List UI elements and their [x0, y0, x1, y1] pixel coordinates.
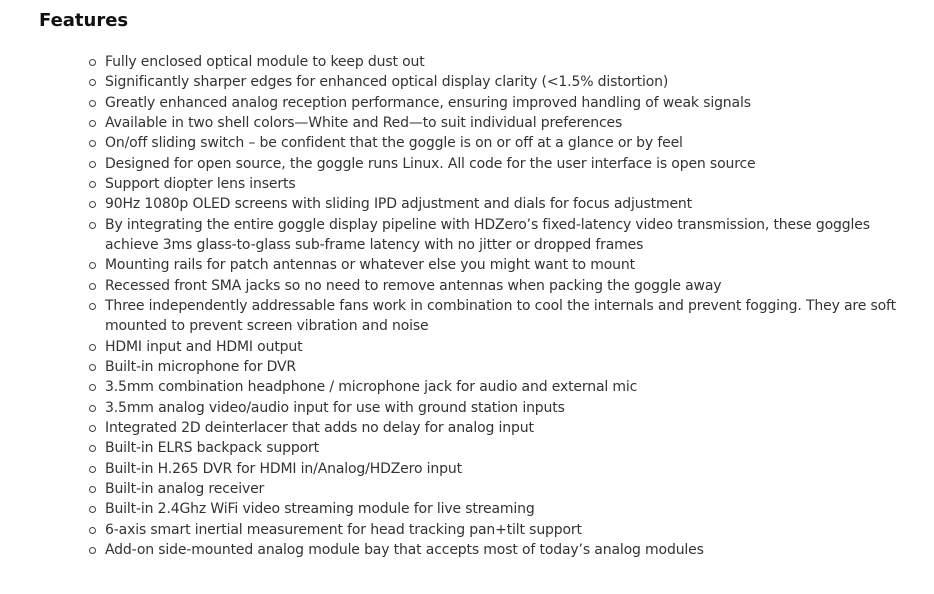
feature-text: Mounting rails for patch antennas or whatever else you might want to mount: [105, 257, 635, 274]
hollow-circle-bullet-icon: [89, 120, 96, 127]
hollow-circle-bullet-icon: [89, 527, 96, 534]
feature-text: Designed for open source, the goggle runs Linux. All code for the user interface is open source: [105, 155, 756, 172]
feature-item: [105, 174, 913, 194]
feature-text: Built-in 2.4Ghz WiFi video streaming module for live streaming: [105, 501, 535, 518]
feature-item: [105, 133, 913, 153]
hollow-circle-bullet-icon: [89, 445, 96, 452]
feature-item: [105, 52, 913, 72]
feature-item: [105, 398, 913, 418]
feature-text: 3.5mm combination headphone / microphone jack for audio and external mic: [105, 379, 638, 396]
feature-text: Built-in microphone for DVR: [105, 358, 296, 375]
feature-item: [105, 438, 913, 458]
hollow-circle-bullet-icon: [89, 100, 96, 107]
feature-item: [105, 255, 913, 275]
hollow-circle-bullet-icon: [89, 283, 96, 290]
feature-item: [105, 113, 913, 133]
feature-text: Three independently addressable fans work in combination to cool the internals and prevent fogging. They are soft mounted to prevent screen vibration and noise: [105, 297, 896, 335]
feature-text: Built-in analog receiver: [105, 480, 265, 497]
feature-text: Recessed front SMA jacks so no need to remove antennas when packing the goggle away: [105, 277, 722, 294]
section-heading: Features: [39, 10, 129, 31]
hollow-circle-bullet-icon: [89, 425, 96, 432]
hollow-circle-bullet-icon: [89, 506, 96, 513]
feature-item: [105, 357, 913, 377]
hollow-circle-bullet-icon: [89, 364, 96, 371]
feature-item: [105, 72, 913, 92]
feature-text: Available in two shell colors—White and Red—to suit individual preferences: [105, 114, 623, 131]
feature-item: [105, 418, 913, 438]
features-list: [105, 52, 913, 560]
feature-text: Fully enclosed optical module to keep dust out: [105, 54, 425, 70]
feature-item: [105, 499, 913, 519]
feature-text: Significantly sharper edges for enhanced optical display clarity (<1.5% distortion): [105, 74, 669, 91]
hollow-circle-bullet-icon: [89, 303, 96, 310]
hollow-circle-bullet-icon: [89, 466, 96, 473]
hollow-circle-bullet-icon: [89, 547, 96, 554]
feature-item: [105, 194, 913, 214]
feature-text: On/off sliding switch – be confident that the goggle is on or off at a glance or by feel: [105, 135, 683, 152]
feature-text: Support diopter lens inserts: [105, 175, 296, 192]
hollow-circle-bullet-icon: [89, 181, 96, 188]
feature-item: [105, 296, 913, 337]
feature-text: 90Hz 1080p OLED screens with sliding IPD adjustment and dials for focus adjustment: [105, 196, 692, 213]
feature-text: Greatly enhanced analog reception performance, ensuring improved handling of weak signals: [105, 94, 751, 111]
hollow-circle-bullet-icon: [89, 140, 96, 147]
hollow-circle-bullet-icon: [89, 405, 96, 412]
feature-text: 6-axis smart inertial measurement for head tracking pan+tilt support: [105, 521, 582, 538]
feature-item: [105, 540, 913, 560]
feature-item: [105, 215, 913, 256]
hollow-circle-bullet-icon: [89, 222, 96, 229]
feature-text: Add-on side-mounted analog module bay that accepts most of today’s analog modules: [105, 541, 704, 558]
hollow-circle-bullet-icon: [89, 59, 96, 66]
feature-item: [105, 479, 913, 499]
feature-text: Integrated 2D deinterlacer that adds no delay for analog input: [105, 419, 534, 436]
feature-text: HDMI input and HDMI output: [105, 338, 303, 355]
feature-text: 3.5mm analog video/audio input for use with ground station inputs: [105, 399, 565, 416]
hollow-circle-bullet-icon: [89, 486, 96, 493]
feature-item: [105, 154, 913, 174]
hollow-circle-bullet-icon: [89, 79, 96, 86]
feature-item: [105, 276, 913, 296]
feature-item: [105, 520, 913, 540]
feature-text: By integrating the entire goggle display pipeline with HDZero’s fixed-latency video transmission, these goggles achieve 3ms glass-to-glass sub-frame latency with no jitter or dropped frames: [105, 216, 870, 253]
feature-item: [105, 337, 913, 357]
hollow-circle-bullet-icon: [89, 161, 96, 168]
hollow-circle-bullet-icon: [89, 201, 96, 208]
hollow-circle-bullet-icon: [89, 344, 96, 351]
hollow-circle-bullet-icon: [89, 384, 96, 391]
feature-item: [105, 93, 913, 113]
feature-item: [105, 377, 913, 397]
feature-item: [105, 459, 913, 479]
feature-text: Built-in H.265 DVR for HDMI in/Analog/HDZero input: [105, 460, 462, 477]
feature-text: Built-in ELRS backpack support: [105, 440, 319, 457]
hollow-circle-bullet-icon: [89, 262, 96, 269]
